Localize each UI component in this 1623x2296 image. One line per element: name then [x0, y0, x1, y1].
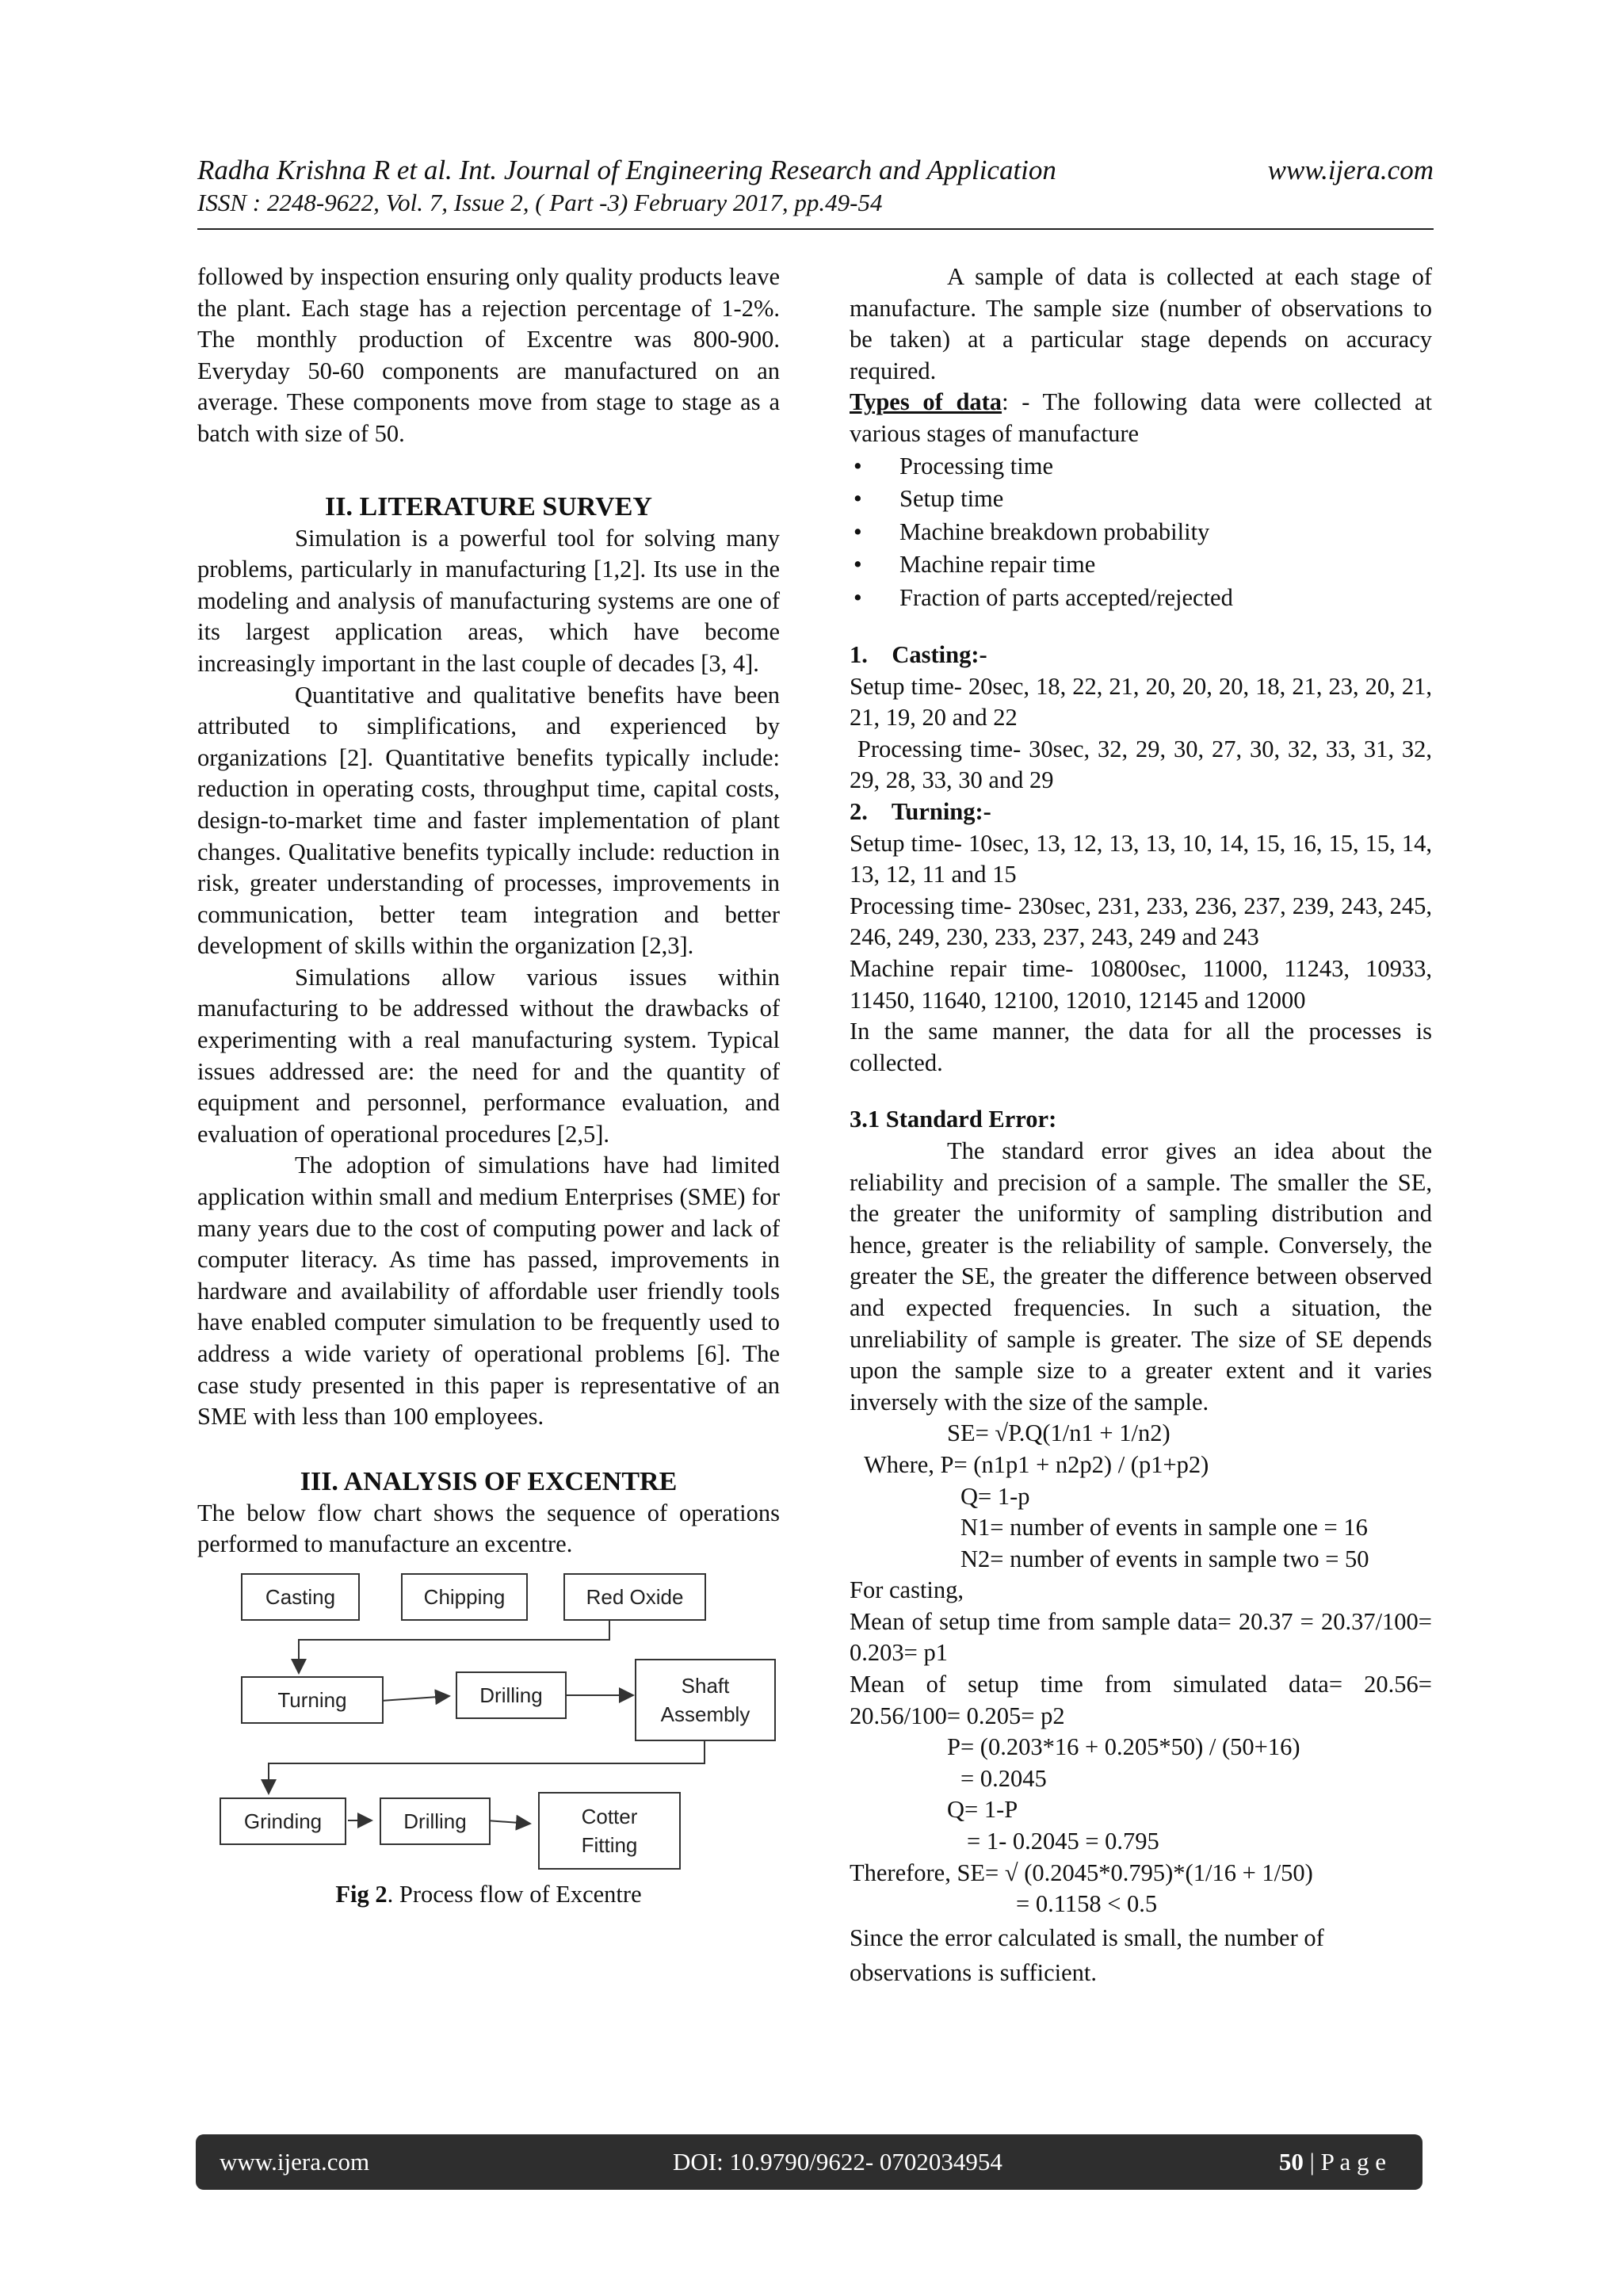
- paragraph: Simulations allow various issues within manufacturing to be addressed without the drawbacks of experimenting with a real manufacturing system. Typical issues addressed are: the need for and the quantity of equipment and personnel, performance evaluation, and evaluation of operational procedures [2,5].: [197, 963, 780, 1148]
- flow-box-drilling-2: Drilling: [380, 1797, 491, 1845]
- flow-box-cotter-fitting: [538, 1792, 681, 1870]
- section-heading-analysis: III. ANALYSIS OF EXCENTRE: [300, 1466, 678, 1496]
- paragraph: The standard error gives an idea about the reliability and precision of a sample. The smaller the SE, the greater the uniformity of sampling distribution and hence, greater is the reliability of sample. Conversely, the greater the SE, the greater the difference between observed and expected frequencies. In such a situation, the unreliability of sample is greater. The size of SE depends upon the sample size to a greater extent and it varies inversely with the size of the sample.: [850, 1137, 1432, 1415]
- header-divider: [197, 228, 1434, 230]
- paragraph: The adoption of simulations have had limited application within small and medium Enterprises (SME) for many years due to the cost of computing power and lack of computer literacy. As time has passed, improvements in hardware and availability of affordable user friendly tools have enabled computer simulation to be frequently used to address a wide variety of operational problems [6]. The case study presented in this paper is representative of an SME with less than 100 employees.: [197, 1152, 780, 1431]
- paragraph: followed by inspection ensuring only quality products leave the plant. Each stage has a rejection percentage of 1-2%. The monthly production of Excentre was 800-900. Everyday 50-60 components are manufactured on an average. These components move from stage to stage as a batch with size of 50.: [197, 263, 780, 447]
- data-types-list: [850, 450, 1432, 615]
- paragraph: Quantitative and qualitative benefits have been attributed to simplifications, and experienced by organizations [2]. Quantitative benefits typically include: reduction in operating costs, throughput time, capital costs, design-to-market time and faster implementation of plant changes. Qualitative benefits typically include: reduction in risk, greater understanding of processes, improvements in communication, better team integration and better development of skills within the organization [2,3].: [197, 681, 780, 960]
- left-column: [197, 262, 780, 1914]
- journal-website[interactable]: www.ijera.com: [1267, 155, 1434, 185]
- arrow-shaft-grinding: [269, 1740, 705, 1794]
- equation: = 0.2045: [960, 1764, 1047, 1792]
- flow-box-label: Fitting: [581, 1832, 638, 1857]
- journal-title: Radha Krishna R et al. Int. Journal of Engineering Research and Application: [197, 155, 1056, 185]
- list-item: • Machine repair time: [854, 551, 1096, 579]
- list-item: • Processing time: [854, 452, 1053, 479]
- flow-box-red-oxide: Red Oxide: [563, 1573, 706, 1621]
- equation: = 1- 0.2045 = 0.795: [967, 1828, 1159, 1855]
- process-flow-chart: [197, 1573, 780, 1914]
- subheading-turning: 2. Turning:-: [850, 798, 991, 826]
- equation: P= (0.203*16 + 0.205*50) / (50+16): [947, 1733, 1300, 1761]
- arrow-drilling-cotter: [487, 1820, 530, 1824]
- paragraph: Setup time- 10sec, 13, 12, 13, 13, 10, 14, 15, 16, 15, 15, 14, 13, 12, 11 and 15: [850, 829, 1432, 888]
- paragraph: Processing time- 230sec, 231, 233, 236, 237, 239, 243, 245, 246, 249, 230, 233, 237, 243, 249 and 243: [850, 892, 1432, 951]
- figure-caption: [197, 1879, 780, 1911]
- paragraph: In the same manner, the data for all the processes is collected.: [850, 1018, 1432, 1076]
- subheading-standard-error: 3.1 Standard Error:: [850, 1106, 1057, 1133]
- flow-box-grinding: Grinding: [220, 1797, 346, 1845]
- flow-box-drilling: Drilling: [456, 1671, 567, 1719]
- flow-box-turning: Turning: [241, 1676, 384, 1724]
- equation: Q= 1-p: [960, 1482, 1030, 1510]
- paragraph: Simulation is a powerful tool for solving many problems, particularly in manufacturing [1,2]. Its use in the modeling and analysis of manufacturing systems are one of its largest application areas, which have become increasingly important in the last couple of decades [3, 4].: [197, 524, 780, 677]
- page-footer: [196, 2134, 1423, 2190]
- section-heading-literature: II. LITERATURE SURVEY: [325, 491, 652, 521]
- paragraph: Mean of setup time from sample data= 20.37 = 20.37/100= 0.203= p1: [850, 1607, 1432, 1667]
- page-number-value: 50: [1278, 2148, 1304, 2176]
- flow-box-shaft-assembly: [635, 1659, 776, 1741]
- paragraph: Machine repair time- 10800sec, 11000, 11243, 10933, 11450, 11640, 12100, 12010, 12145 and 12000: [850, 955, 1432, 1014]
- paragraph: The below flow chart shows the sequence of operations performed to manufacture an excentre.: [197, 1499, 780, 1558]
- flow-box-label: Shaft: [681, 1673, 730, 1698]
- figure-caption-text: . Process flow of Excentre: [387, 1880, 642, 1908]
- list-item: • Setup time: [854, 485, 1004, 513]
- flow-box-label: Cotter: [581, 1804, 638, 1828]
- footer-doi: DOI: 10.9790/9622- 0702034954: [673, 2148, 1002, 2176]
- page-header: [197, 154, 1434, 219]
- paragraph: Since the error calculated is small, the number of observations is sufficient.: [850, 1924, 1324, 1986]
- list-item: • Fraction of parts accepted/rejected: [854, 583, 1233, 611]
- paragraph: Processing time- 30sec, 32, 29, 30, 27, 30, 32, 33, 31, 32, 29, 28, 33, 30 and 29: [850, 735, 1438, 794]
- paragraph: Setup time- 20sec, 18, 22, 21, 20, 20, 20, 18, 21, 23, 20, 21, 21, 19, 20 and 22: [850, 672, 1432, 732]
- paragraph: A sample of data is collected at each stage of manufacture. The sample size (number of observations to be taken) at a particular stage depends on accuracy required.: [850, 263, 1432, 384]
- equation: Where, P= (n1p1 + n2p2) / (p1+p2): [864, 1450, 1209, 1478]
- types-of-data-text: : - The following data were collected at various stages of manufacture: [850, 388, 1432, 447]
- flow-box-chipping: Chipping: [401, 1573, 528, 1621]
- equation: = 0.1158 < 0.5: [1016, 1890, 1158, 1918]
- equation: Therefore, SE= √ (0.2045*0.795)*(1/16 + 1/50): [850, 1859, 1313, 1886]
- paragraph: For casting,: [850, 1576, 964, 1604]
- subheading-casting: 1. Casting:-: [850, 641, 987, 669]
- issn-line: ISSN : 2248-9622, Vol. 7, Issue 2, ( Part -3) February 2017, pp.49-54: [197, 189, 883, 216]
- types-of-data: [850, 387, 1432, 449]
- equation: N2= number of events in sample two = 50: [960, 1545, 1369, 1572]
- flow-arrows: [197, 1573, 780, 1914]
- page-number: [1279, 2148, 1386, 2176]
- page-word: | P a g e: [1303, 2148, 1386, 2176]
- arrow-turning-drilling: [381, 1696, 449, 1701]
- footer-website[interactable]: www.ijera.com: [220, 2148, 370, 2176]
- equation: Q= 1-P: [947, 1796, 1018, 1824]
- equation: SE= √P.Q(1/n1 + 1/n2): [947, 1419, 1170, 1447]
- arrow-redoxide-turning: [299, 1621, 609, 1673]
- flow-box-casting: Casting: [241, 1573, 360, 1621]
- flow-box-label: Assembly: [660, 1702, 750, 1726]
- right-column: [850, 262, 1438, 1990]
- paragraph: Mean of setup time from simulated data= 20.56= 20.56/100= 0.205= p2: [850, 1671, 1432, 1729]
- list-item: • Machine breakdown probability: [854, 518, 1210, 545]
- figure-label: Fig 2: [335, 1880, 388, 1908]
- types-of-data-label: Types of data: [850, 388, 1002, 416]
- equation: N1= number of events in sample one = 16: [960, 1514, 1368, 1541]
